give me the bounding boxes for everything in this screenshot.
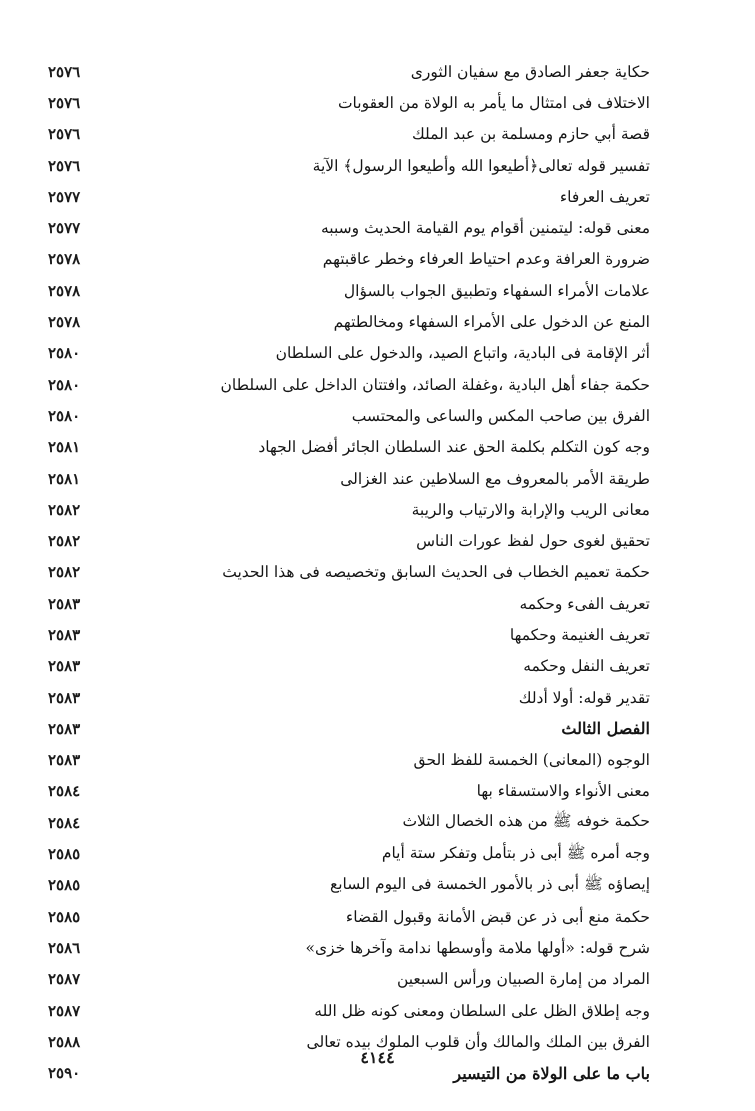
toc-row [48, 275, 650, 306]
toc-page-number: ٢٥٧٧ [48, 187, 81, 206]
toc-page-number: ٢٥٨٤ [48, 782, 81, 801]
toc-row [48, 932, 650, 963]
toc-entry-title: أثر الإقامة فى البادية، واتباع الصيد، والدخول على السلطان [275, 344, 650, 363]
toc-entry-title: وجه كون التكلم بكلمة الحق عند السلطان الجائر أفضل الجهاد [258, 438, 650, 457]
toc-entry-title: الاختلاف فى امتثال ما يأمر به الولاة من العقوبات [337, 93, 650, 112]
toc-page-number: ٢٥٧٦ [48, 125, 81, 144]
toc-row [48, 119, 650, 150]
toc-entry-title: وجه إطلاق الظل على السلطان ومعنى كونه ظل الله [314, 1001, 650, 1020]
toc-entry-title: طريقة الأمر بالمعروف مع السلاطين عند الغزالى [340, 469, 650, 488]
toc-entry-title: تقدير قوله: أولا أدلك [518, 688, 650, 707]
toc-row [48, 651, 650, 682]
toc-page-number: ٢٥٨٨ [48, 1032, 81, 1051]
toc-page-number: ٢٥٧٨ [48, 250, 81, 269]
toc-row [48, 870, 650, 901]
toc-page-number: ٢٥٨٣ [48, 657, 81, 676]
toc-row [48, 244, 650, 275]
toc-entry-title: تعريف الغنيمة وحكمها [509, 625, 650, 644]
toc-row [48, 682, 650, 713]
toc-entry-title: حكمة خوفه ﷺ من هذه الخصال الثلاث [402, 812, 650, 831]
toc-row [48, 525, 650, 556]
toc-page-number: ٢٥٨٠ [48, 344, 81, 363]
toc-row [48, 776, 650, 807]
toc-row [48, 494, 650, 525]
toc-entry-title: حكمة تعميم الخطاب فى الحديث السابق وتخصيصه فى هذا الحديث [222, 563, 650, 582]
toc-page-number: ٢٥٨٦ [48, 938, 81, 957]
toc-entry-title: المنع عن الدخول على الأمراء السفهاء ومخالطتهم [333, 313, 650, 332]
toc-entry-title: تعريف النفل وحكمه [523, 657, 650, 676]
toc-row [48, 306, 650, 337]
toc-row [48, 807, 650, 838]
toc-row [48, 557, 650, 588]
toc-entry-title: شرح قوله: «أولها ملامة وأوسطها ندامة وآخرها خزى» [305, 938, 650, 957]
toc-page-number: ٢٥٨٥ [48, 876, 81, 895]
toc-row [48, 745, 650, 776]
toc-entry-title: معانى الريب والإرابة والارتياب والريبة [411, 500, 650, 519]
page-number-footer: ٤١٤٤ [360, 1048, 395, 1067]
toc-page-number: ٢٥٧٨ [48, 313, 81, 332]
toc-row [48, 838, 650, 869]
toc-page-number: ٢٥٨١ [48, 438, 81, 457]
toc-row [48, 901, 650, 932]
toc-page-number: ٢٥٧٦ [48, 93, 81, 112]
toc-page-number: ٢٥٨٣ [48, 751, 81, 770]
toc-entry-title: حكمة منع أبى ذر عن قبض الأمانة وقبول القضاء [345, 907, 650, 926]
toc-row [48, 56, 650, 87]
toc-entry-title: معنى قوله: ليتمنين أقوام يوم القيامة الحديث وسببه [321, 219, 650, 238]
toc-entry-title: تفسير قوله تعالى﴿أطيعوا الله وأطيعوا الرسول﴾ الآية [312, 156, 650, 175]
toc-page-number: ٢٥٧٨ [48, 281, 81, 300]
toc-row [48, 150, 650, 181]
toc-page-number: ٢٥٨٢ [48, 500, 81, 519]
toc-page-number: ٢٥٨٥ [48, 907, 81, 926]
toc-row [48, 964, 650, 995]
toc-heading-row [48, 713, 650, 744]
toc-row [48, 995, 650, 1026]
toc-page-number: ٢٥٨٧ [48, 970, 81, 989]
toc-row [48, 212, 650, 243]
toc-entry-title: الوجوه (المعانى) الخمسة للفظ الحق [413, 751, 650, 770]
toc-row [48, 619, 650, 650]
toc-page-number: ٢٥٨٣ [48, 625, 81, 644]
toc-entry-title: علامات الأمراء السفهاء وتطبيق الجواب بالسؤال [343, 281, 650, 300]
toc-entry-title: معنى الأنواء والاستسقاء بها [476, 782, 650, 801]
toc-page-number: ٢٥٧٦ [48, 156, 81, 175]
toc-entry-title: تعريف العرفاء [559, 187, 650, 206]
toc-entry-title: المراد من إمارة الصبيان ورأس السبعين [396, 970, 650, 989]
toc-page-number: ٢٥٧٧ [48, 219, 81, 238]
toc-row [48, 87, 650, 118]
toc-page-number: ٢٥٨٧ [48, 1001, 81, 1020]
toc-page-number: ٢٥٨١ [48, 469, 81, 488]
toc-page-number: ٢٥٩٠ [48, 1064, 81, 1083]
toc-page-number: ٢٥٨٢ [48, 563, 81, 582]
toc-entry-title: ضرورة العرافة وعدم احتياط العرفاء وخطر عاقبتهم [322, 250, 650, 269]
toc-row [48, 400, 650, 431]
toc-row [48, 432, 650, 463]
toc-page-number: ٢٥٨٠ [48, 406, 81, 425]
toc-entry-title: تعريف الفىء وحكمه [519, 594, 650, 613]
toc-row [48, 463, 650, 494]
toc-entry-title: إيصاؤه ﷺ أبى ذر بالأمور الخمسة فى اليوم السابع [329, 874, 650, 893]
toc-entry-title: حكاية جعفر الصادق مع سفيان الثورى [410, 62, 650, 81]
toc-page-number: ٢٥٨٢ [48, 532, 81, 551]
toc-row [48, 369, 650, 400]
toc-page-number: ٢٥٨٥ [48, 845, 81, 864]
toc-page-number: ٢٥٨٤ [48, 813, 81, 832]
toc-page-number: ٢٥٨٠ [48, 375, 81, 394]
toc-page-number: ٢٥٨٣ [48, 688, 81, 707]
toc-row [48, 181, 650, 212]
toc-page-number: ٢٥٨٣ [48, 594, 81, 613]
toc-section-heading: الفصل الثالث [561, 719, 650, 739]
toc-section-heading: باب ما على الولاة من التيسير [453, 1063, 650, 1083]
toc-entry-title: حكمة جفاء أهل البادية ،وغفلة الصائد، وافتتان الداخل على السلطان [220, 375, 650, 394]
table-of-contents [48, 56, 650, 1089]
toc-entry-title: الفرق بين صاحب المكس والساعى والمحتسب [351, 406, 650, 425]
toc-entry-title: قصة أبي حازم ومسلمة بن عبد الملك [411, 125, 650, 144]
toc-row [48, 338, 650, 369]
toc-entry-title: الفرق بين الملك والمالك وأن قلوب الملوك بيده تعالى [306, 1032, 650, 1051]
toc-row [48, 588, 650, 619]
toc-page-number: ٢٥٨٣ [48, 719, 81, 738]
toc-entry-title: وجه أمره ﷺ أبى ذر بتأمل وتفكر ستة أيام [381, 843, 650, 862]
toc-page-number: ٢٥٧٦ [48, 62, 81, 81]
toc-entry-title: تحقيق لغوى حول لفظ عورات الناس [416, 532, 650, 551]
